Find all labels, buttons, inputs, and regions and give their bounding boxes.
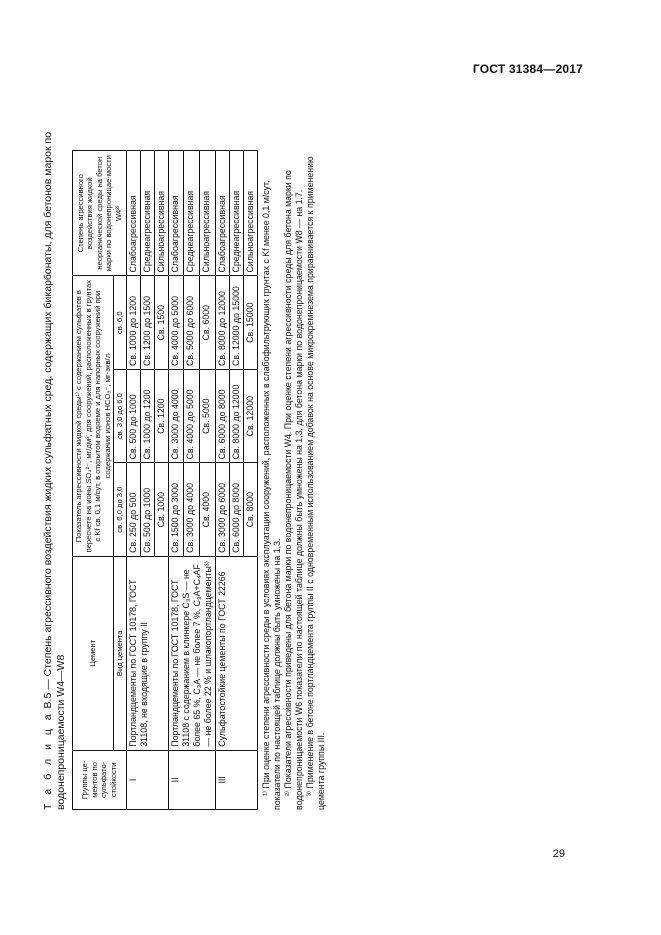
note-1: ¹⁾ При оценке степени агрессивности среды в условиях эксплуатации сооружений, расположенных в слабофильтрующих грунтах с Kf менее 0,1 м/сут, показатели по настоящей таблице должны быть умножены на 1,3. (260, 180, 282, 810)
table-cell: Св. 3000 до 4000 (184, 463, 200, 556)
table-cell: Св. 1200 до 1500 (140, 276, 154, 369)
table-cell: Св. 1000 до 1200 (140, 369, 154, 462)
table-cell: Св. 8000 до 12000 (229, 369, 243, 462)
header-sub3: св. 6,0 (114, 276, 127, 369)
table-cell: Св. 4000 до 5000 (184, 369, 200, 462)
header-indicator: Показатель агрессивности жидкой среды¹⁾ с содержанием сульфатов в пересчете на ионы SO₄²⁻, мг/дм³, для сооружений, расположенных в грунтах с Kf св. 0,1 м/сут, в открытом водоеме и для напорных сооружений при содержании ионов HCO₃⁻, мг-экв/л (73, 276, 114, 556)
table-cell: Св. 6000 (199, 276, 215, 369)
table-cell: Св. 250 до 500 (126, 463, 140, 556)
table-cell: Св. 4000 (199, 463, 215, 556)
table-cell: Св. 500 до 1000 (140, 463, 154, 556)
degree-cell: Среднеагрессивная (184, 151, 200, 276)
note-2: ²⁾ Показатели агрессивности приведены для бетона марки по водонепроницаемости W4. При оценке степени агрессивности среды для бетона марки по водонепроницаемости W6 показатели по настоящей таблице должны быть умножены на 1,3, для бетона марки по водонепроницаемости W8 — на 1,7. (282, 170, 304, 810)
table-cell: Св. 1000 до 1200 (126, 276, 140, 369)
table-caption (42, 110, 68, 810)
table-cell: Св. 3000 до 6000 (215, 463, 229, 556)
group-id: III (215, 750, 257, 809)
header-sub1: св. 0,0 до 3,0 (114, 463, 127, 556)
aggressiveness-table (72, 150, 258, 810)
table-cell: Св. 1000 (154, 463, 168, 556)
table-cell: Св. 8000 до 12000 (215, 276, 229, 369)
rotated-table-region (42, 90, 562, 810)
caption-label: Т а б л и ц а (42, 711, 54, 810)
degree-cell: Сильноагрессивная (243, 151, 257, 276)
group-id: I (126, 750, 168, 809)
degree-cell: Слабоагрессивная (126, 151, 140, 276)
table-cell: Св. 12000 до 15000 (229, 276, 243, 369)
table-cell: Св. 6000 до 8000 (229, 463, 243, 556)
caption-number: В.5 (42, 692, 54, 709)
header-cement: Цемент (73, 556, 114, 750)
table-cell: Св. 15000 (243, 276, 257, 369)
group-id: II (168, 750, 215, 809)
table-row (168, 151, 184, 810)
table-cell: Св. 5000 до 6000 (184, 276, 200, 369)
header-degree: Степень агрессивного воздействия жидкой неорганической среды на бетон марки по водонепроницае-мости W4²⁾ (73, 151, 127, 276)
table-cell: Св. 12000 (243, 369, 257, 462)
cement-type: Портландцементы по ГОСТ 10178, ГОСТ 31108, не входящие в группу II (126, 556, 168, 750)
degree-cell: Сильноагрессивная (199, 151, 215, 276)
degree-cell: Среднеагрессивная (140, 151, 154, 276)
table-row (215, 151, 229, 810)
cement-type: Портландцементы по ГОСТ 10178, ГОСТ 31108 с содержанием в клинкере C₃S — не более 65 %, C₃A — не более 7 %, C₃A+C₄AF — не более 22 % и шлакопортландцементы³⁾ (168, 556, 215, 750)
table-cell: Св. 500 до 1000 (126, 369, 140, 462)
document-code: ГОСТ 31384—2017 (472, 62, 583, 76)
table-cell: Св. 3000 до 4000 (168, 369, 184, 462)
degree-cell: Слабоагрессивная (168, 151, 184, 276)
header-sub2: св. 3,0 до 6,0 (114, 369, 127, 462)
caption-text: — Степень агрессивного воздействия жидких сульфатных сред, содержащих бикарбонаты, для бетонов марок по водонепроницаемости W4—W8 (42, 131, 67, 810)
page-number: 29 (552, 848, 565, 860)
degree-cell: Слабоагрессивная (215, 151, 229, 276)
table-row (126, 151, 140, 810)
cement-type: Сульфатостойкие цементы по ГОСТ 22266 (215, 556, 257, 750)
table-cell: Св. 8000 (243, 463, 257, 556)
degree-cell: Среднеагрессивная (229, 151, 243, 276)
table-cell: Св. 6000 до 8000 (215, 369, 229, 462)
header-cement-type: Вид цемента (114, 556, 127, 750)
table-notes (261, 150, 327, 810)
table-cell: Св. 1500 (154, 276, 168, 369)
table-cell: Св. 4000 до 5000 (168, 276, 184, 369)
table-cell: Св. 5000 (199, 369, 215, 462)
degree-cell: Сильноагрессивная (154, 151, 168, 276)
note-3: ³⁾ Применение в бетоне портландцемента группы II с одновременным использованием добавок на основе микрокремнезема приравнивается к применению цемента группы III. (304, 156, 326, 810)
table-cell: Св. 1500 до 3000 (168, 463, 184, 556)
header-group: Группы це-ментов по сульфато-стойкости (73, 750, 127, 809)
table-cell: Св. 1200 (154, 369, 168, 462)
